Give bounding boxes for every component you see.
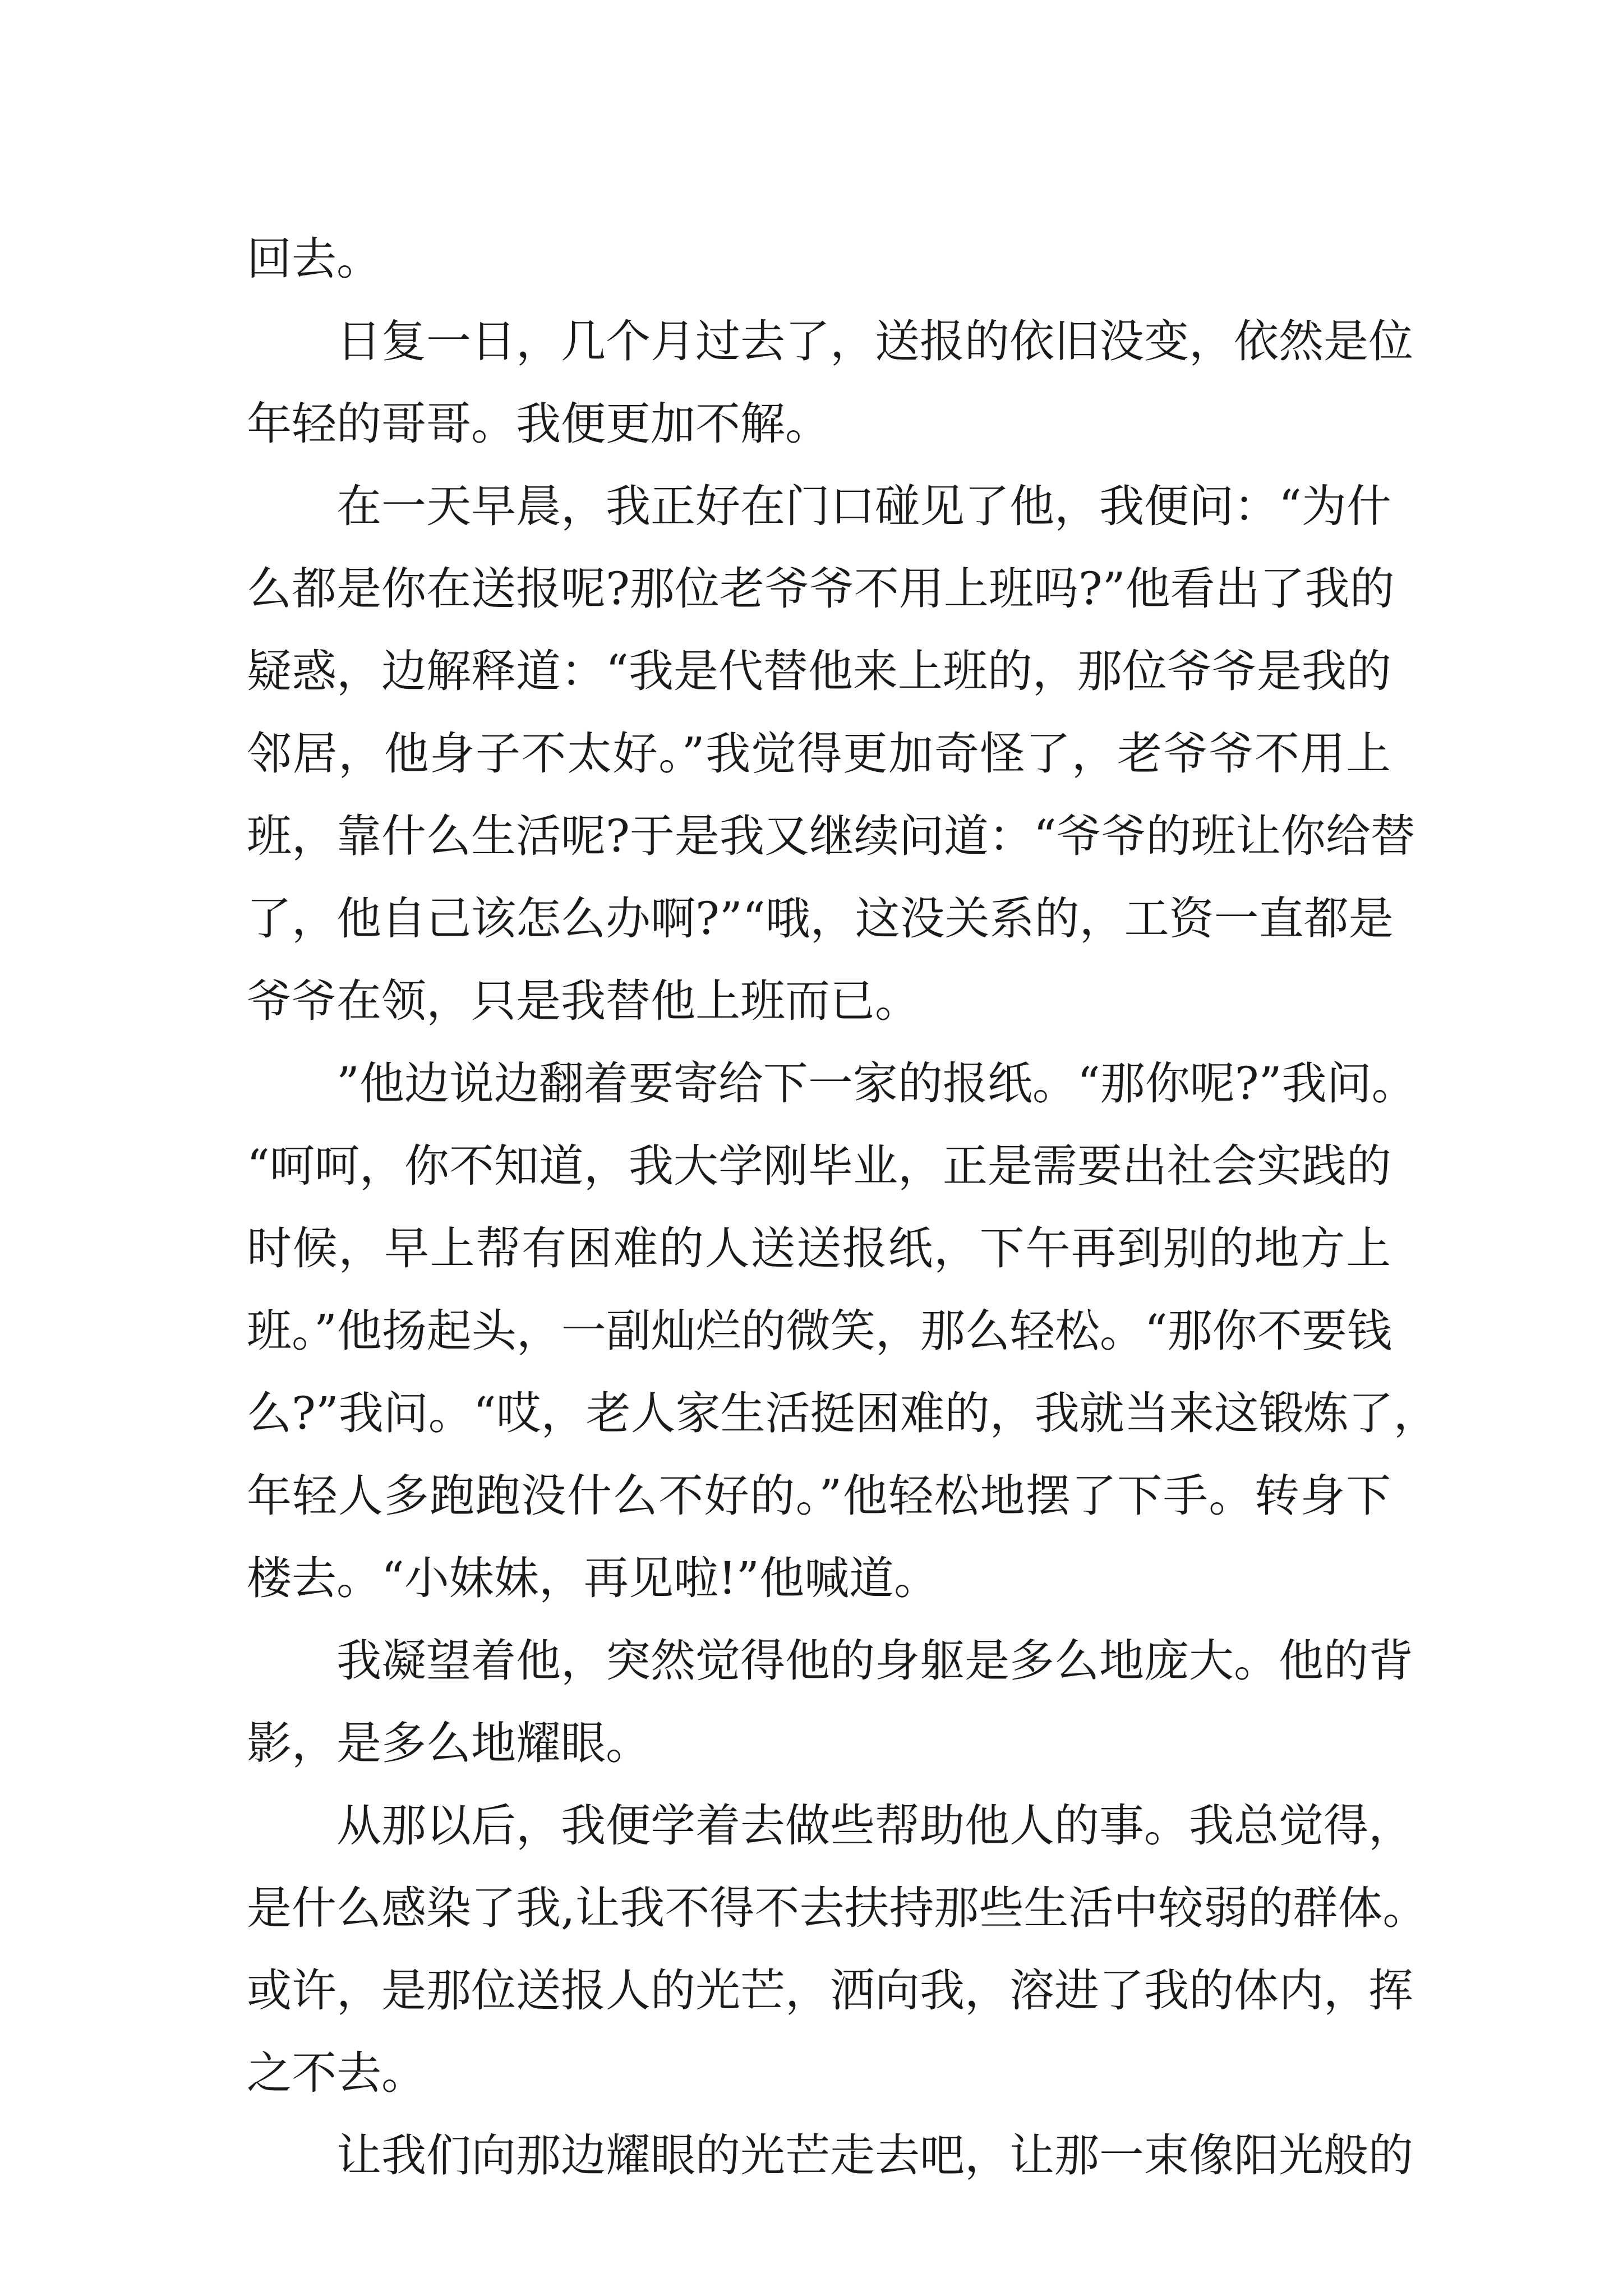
text-line: 班。”他扬起头，一副灿烂的微笑，那么轻松。“那你不要钱 bbox=[247, 1305, 1392, 1357]
paragraph bbox=[247, 1784, 1428, 2114]
paragraph bbox=[247, 300, 1413, 465]
paragraph bbox=[247, 218, 1391, 300]
text-line: 日复一日，几个月过去了，送报的依旧没变，依然是位 bbox=[336, 315, 1413, 367]
text-line: 疑惑，边解释道：“我是代替他来上班的，那位爷爷是我的 bbox=[247, 645, 1391, 697]
text-line: 让我们向那边耀眼的光芒走去吧，让那一束像阳光般的 bbox=[336, 2129, 1413, 2182]
paragraph bbox=[247, 1042, 1438, 1619]
text-line: 邻居，他身子不太好。”我觉得更加奇怪了，老爷爷不用上 bbox=[247, 728, 1391, 780]
text-line: 年轻人多跑跑没什么不好的。”他轻松地摆了下手。转身下 bbox=[247, 1470, 1391, 1522]
text-line: 楼去。“小妹妹，再见啦!”他喊道。 bbox=[247, 1552, 939, 1604]
text-line: 了，他自己该怎么办啊?”“哦，这没关系的，工资一直都是 bbox=[247, 892, 1394, 945]
text-line: 我凝望着他，突然觉得他的身躯是多么地庞大。他的背 bbox=[336, 1635, 1413, 1687]
paragraph bbox=[247, 2114, 1413, 2197]
text-line: 影，是多么地耀眼。 bbox=[247, 1717, 651, 1769]
text-line: 之不去。 bbox=[247, 2047, 426, 2099]
text-line: “呵呵，你不知道，我大学刚毕业，正是需要出社会实践的 bbox=[247, 1140, 1391, 1192]
text-line: 回去。 bbox=[247, 233, 381, 285]
text-line: 么都是你在送报呢?那位老爷爷不用上班吗?”他看出了我的 bbox=[247, 563, 1395, 615]
paragraph bbox=[247, 1619, 1413, 1784]
text-line: 爷爷在领，只是我替他上班而已。 bbox=[247, 975, 920, 1027]
text-line: 班，靠什么生活呢?于是我又继续问道：“爷爷的班让你给替 bbox=[247, 810, 1415, 862]
text-line: 么?”我问。“哎，老人家生活挺困难的，我就当来这锻炼了， bbox=[247, 1387, 1438, 1439]
text-line: 时候，早上帮有困难的人送送报纸，下午再到别的地方上 bbox=[247, 1222, 1391, 1274]
document-body bbox=[247, 218, 1438, 2197]
text-line: 年轻的哥哥。我便更加不解。 bbox=[247, 398, 830, 450]
paragraph bbox=[247, 465, 1415, 1042]
text-line: 或许，是那位送报人的光芒，洒向我，溶进了我的体内，挥 bbox=[247, 1964, 1413, 2017]
text-line: 是什么感染了我,让我不得不去扶持那些生活中较弱的群体。 bbox=[247, 1882, 1428, 1934]
text-line: ”他边说边翻着要寄给下一家的报纸。“那你呢?”我问。 bbox=[336, 1057, 1417, 1110]
text-line: 从那以后，我便学着去做些帮助他人的事。我总觉得， bbox=[336, 1800, 1413, 1852]
text-line: 在一天早晨，我正好在门口碰见了他，我便问：“为什 bbox=[336, 480, 1391, 532]
